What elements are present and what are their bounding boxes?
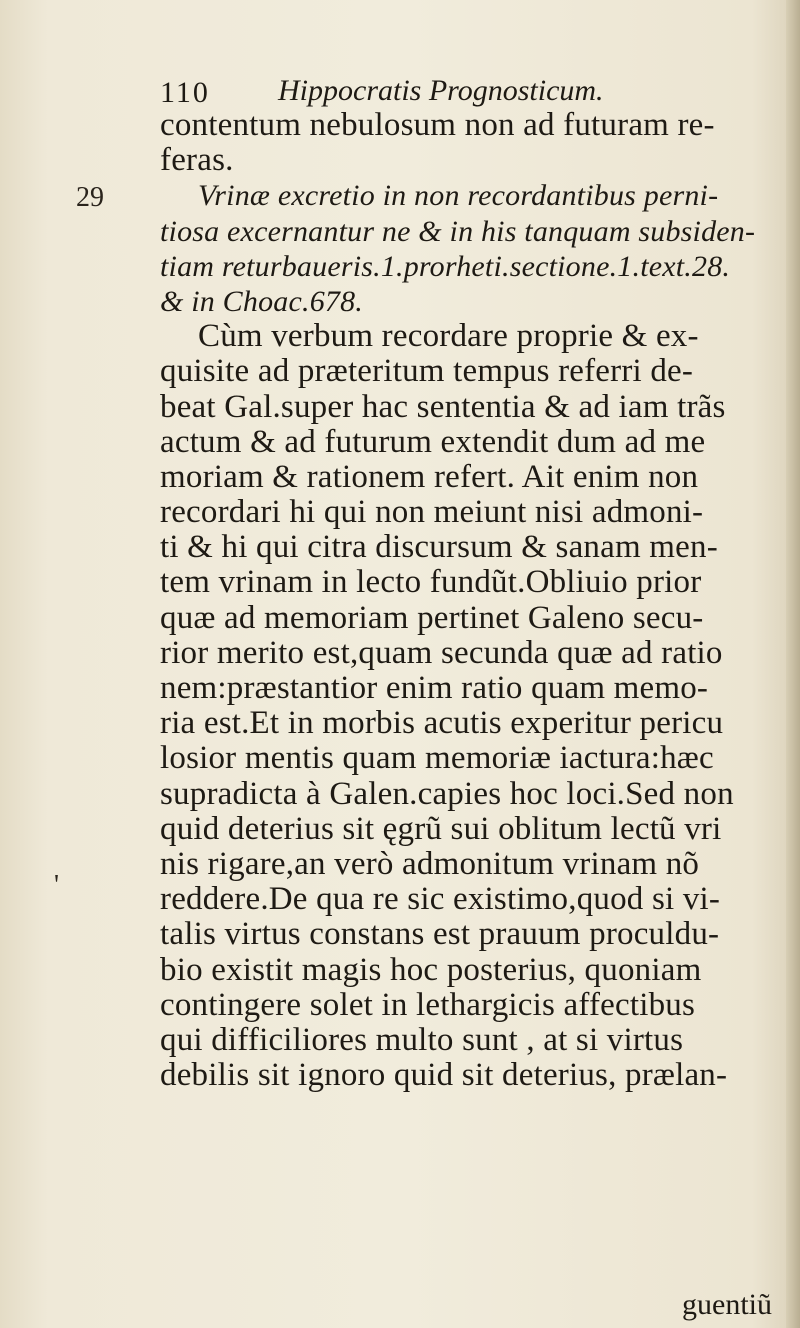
page-edge-shadow [786, 0, 800, 1328]
body-text [160, 108, 772, 1093]
text-line: reddere.De qua re sic existimo,quod si vi- [160, 881, 721, 918]
text-line: nis rigare,an verò admonitum vrinam nõ [160, 845, 700, 882]
text-line: nem:præstantior enim ratio quam memo- [160, 670, 709, 706]
text-line: Vrinæ excretio in non recordantibus perni- [198, 179, 719, 213]
text-line: tem vrinam in lecto fundũt.Obliuio prior [160, 564, 702, 601]
text-line: beat Gal.super hac sententia & ad iam trãs [160, 388, 726, 425]
text-line: rior merito est,quam secunda quæ ad ratio [160, 634, 723, 671]
text-line: supradicta à Galen.capies hoc loci.Sed non [160, 775, 734, 812]
margin-mark: ' [54, 870, 60, 901]
text-line: Cùm verbum recordare proprie & ex- [198, 318, 699, 355]
text-line: tiam returbaueris.1.prorheti.sectione.1.text.28. [160, 249, 731, 283]
text-line: & in Choac.678. [160, 284, 363, 318]
catchword-line [160, 1288, 772, 1322]
text-line: ti & hi qui citra discursum & sanam men- [160, 529, 718, 566]
text-line: tiosa excernantur ne & in his tanquam subsiden- [160, 214, 756, 248]
text-line: recordari hi qui non meiunt nisi admoni- [160, 494, 704, 531]
text-line: contingere solet in lethargicis affectibus [160, 986, 696, 1023]
text-line: losior mentis quam memoriæ iactura:hæc [160, 740, 714, 777]
text-line: ria est.Et in morbis acutis experitur pericu [160, 705, 724, 742]
text-line: bio existit magis hoc posterius, quoniam [160, 951, 702, 988]
margin-section-number: 29 [76, 182, 104, 213]
text-line: debilis sit ignoro quid sit deterius, prælan- [160, 1057, 728, 1094]
text-line: feras. [160, 142, 234, 179]
text-line: quid deterius sit ęgrũ sui oblitum lectũ vri [160, 810, 722, 847]
text-line: actum & ad futurum extendit dum ad me [160, 423, 706, 460]
text-line: moriam & rationem refert. Ait enim non [160, 458, 699, 495]
text-line: talis virtus constans est prauum proculdu- [160, 916, 720, 953]
text-line: contentum nebulosum non ad futuram re- [160, 107, 715, 143]
page-number: 110 [160, 76, 210, 109]
text-line: quisite ad præteritum tempus referri de- [160, 353, 694, 390]
catchword: guentiũ [682, 1288, 772, 1321]
running-title: Hippocratis Prognosticum. [278, 74, 604, 107]
text-line: qui difficiliores multo sunt , at si virtus [160, 1021, 684, 1058]
text-line: quæ ad memoriam pertinet Galeno secu- [160, 599, 704, 636]
